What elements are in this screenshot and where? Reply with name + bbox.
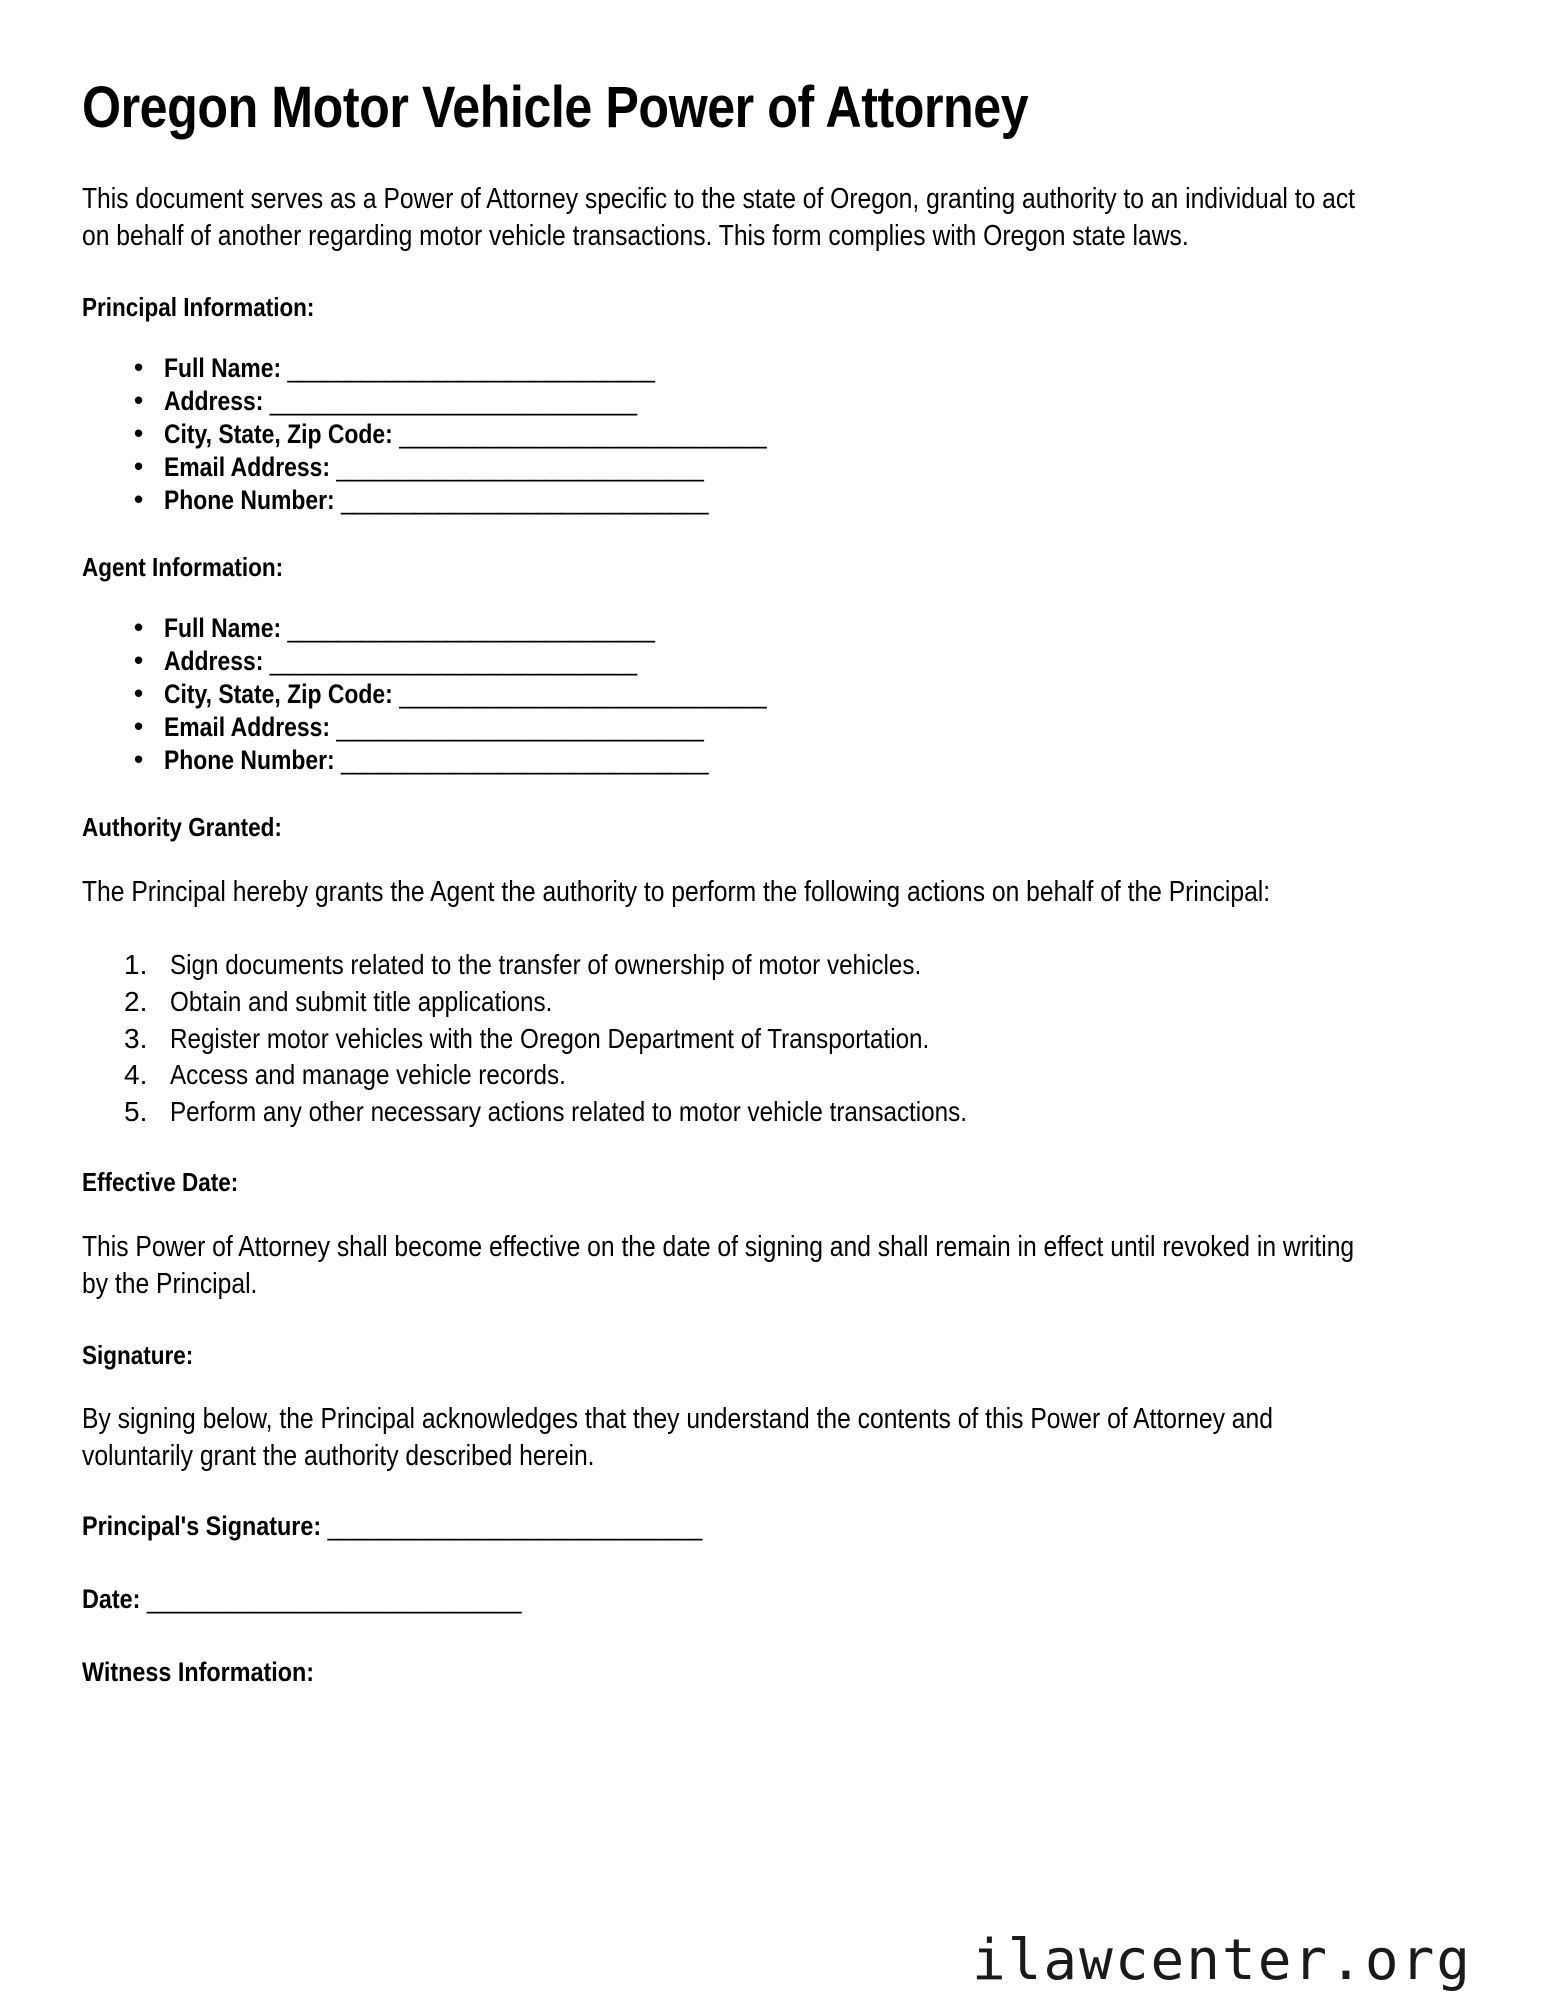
authority-intro-text: The Principal hereby grants the Agent the authority to perform the following actions on behalf of the Principal:	[82, 875, 1271, 908]
field-blank[interactable]: ______________________________	[399, 418, 767, 449]
effective-date-text: This Power of Attorney shall become effective on the date of signing and shall remain in effect until revoked in writing by the Principal.	[82, 1230, 1355, 1300]
section-heading-signature-text: Signature:	[82, 1339, 194, 1370]
field-blank[interactable]: ______________________________	[336, 451, 704, 482]
list-item	[130, 680, 1466, 709]
field-label: Address:	[164, 385, 264, 416]
field-label: City, State, Zip Code:	[164, 679, 393, 710]
list-item	[130, 486, 1466, 515]
list-item-text: Obtain and submit title applications.	[170, 985, 553, 1017]
list-item	[130, 354, 1466, 383]
signature-text: By signing below, the Principal acknowledges that they understand the contents of this Power of Attorney and voluntarily grant the authority described herein.	[82, 1403, 1273, 1473]
field-label: City, State, Zip Code:	[164, 418, 393, 449]
date-field	[82, 1584, 1466, 1615]
list-item-text: Sign documents related to the transfer of ownership of motor vehicles.	[170, 949, 922, 980]
list-item	[124, 947, 1466, 983]
list-item-text: Access and manage vehicle records.	[170, 1059, 566, 1091]
site-watermark: ilawcenter.org	[971, 1928, 1472, 1993]
list-item	[124, 1021, 1466, 1057]
field-label: Address:	[164, 645, 264, 676]
page-title-text: Oregon Motor Vehicle Power of Attorney	[82, 75, 1029, 140]
field-blank[interactable]: ______________________________	[269, 385, 637, 416]
page-title	[82, 76, 1122, 141]
field-blank[interactable]: ______________________________	[269, 645, 637, 676]
list-item	[130, 387, 1466, 416]
field-label: Full Name:	[164, 612, 282, 643]
list-item	[124, 1094, 1466, 1130]
list-item	[130, 614, 1466, 643]
principal-signature-blank[interactable]: ______________________________	[327, 1511, 702, 1542]
list-item	[130, 713, 1466, 742]
section-heading-agent-information-text: Agent Information:	[82, 552, 284, 583]
field-blank[interactable]: ______________________________	[287, 612, 655, 643]
field-blank[interactable]: ______________________________	[341, 485, 708, 516]
section-heading-authority-granted-text: Authority Granted:	[82, 812, 282, 843]
field-label: Phone Number:	[164, 485, 335, 516]
field-label: Email Address:	[164, 451, 331, 482]
list-item	[124, 1057, 1466, 1093]
section-heading-effective-date-text: Effective Date:	[82, 1167, 239, 1198]
section-heading-authority-granted	[82, 811, 1466, 844]
field-blank[interactable]: ______________________________	[399, 679, 767, 710]
agent-information-list	[82, 614, 1466, 776]
signature-paragraph	[82, 1401, 1372, 1475]
list-item-text: Perform any other necessary actions related to motor vehicle transactions.	[170, 1096, 967, 1128]
intro-paragraph	[82, 181, 1372, 255]
field-blank[interactable]: ______________________________	[287, 352, 655, 383]
field-label: Phone Number:	[164, 745, 335, 776]
section-heading-witness-information	[82, 1657, 1466, 1688]
field-blank[interactable]: ______________________________	[336, 712, 704, 743]
principal-signature-field	[82, 1511, 1466, 1542]
list-item	[130, 647, 1466, 676]
list-item	[130, 746, 1466, 775]
authority-actions-list	[82, 947, 1466, 1130]
section-heading-witness-information-text: Witness Information:	[82, 1657, 315, 1688]
section-heading-agent-information	[82, 551, 1466, 584]
date-blank[interactable]: ______________________________	[146, 1584, 522, 1615]
field-blank[interactable]: ______________________________	[341, 745, 708, 776]
list-item-text: Register motor vehicles with the Oregon Department of Transportation.	[170, 1022, 930, 1054]
date-label: Date:	[82, 1584, 141, 1615]
list-item	[130, 453, 1466, 482]
intro-paragraph-text: This document serves as a Power of Attorney specific to the state of Oregon, granting authority to an individual to act on behalf of another regarding motor vehicle transactions. This form complies with Oregon state laws.	[82, 182, 1356, 252]
effective-date-paragraph	[82, 1229, 1372, 1303]
section-heading-effective-date	[82, 1166, 1466, 1199]
field-label: Email Address:	[164, 712, 331, 743]
list-item	[124, 984, 1466, 1020]
section-heading-principal-information	[82, 291, 1466, 324]
principal-signature-label: Principal's Signature:	[82, 1511, 322, 1542]
section-heading-principal-information-text: Principal Information:	[82, 292, 315, 323]
section-heading-signature	[82, 1339, 1466, 1372]
list-item	[130, 420, 1466, 449]
principal-information-list	[82, 354, 1466, 516]
authority-intro-paragraph	[82, 874, 1372, 911]
field-label: Full Name:	[164, 352, 282, 383]
